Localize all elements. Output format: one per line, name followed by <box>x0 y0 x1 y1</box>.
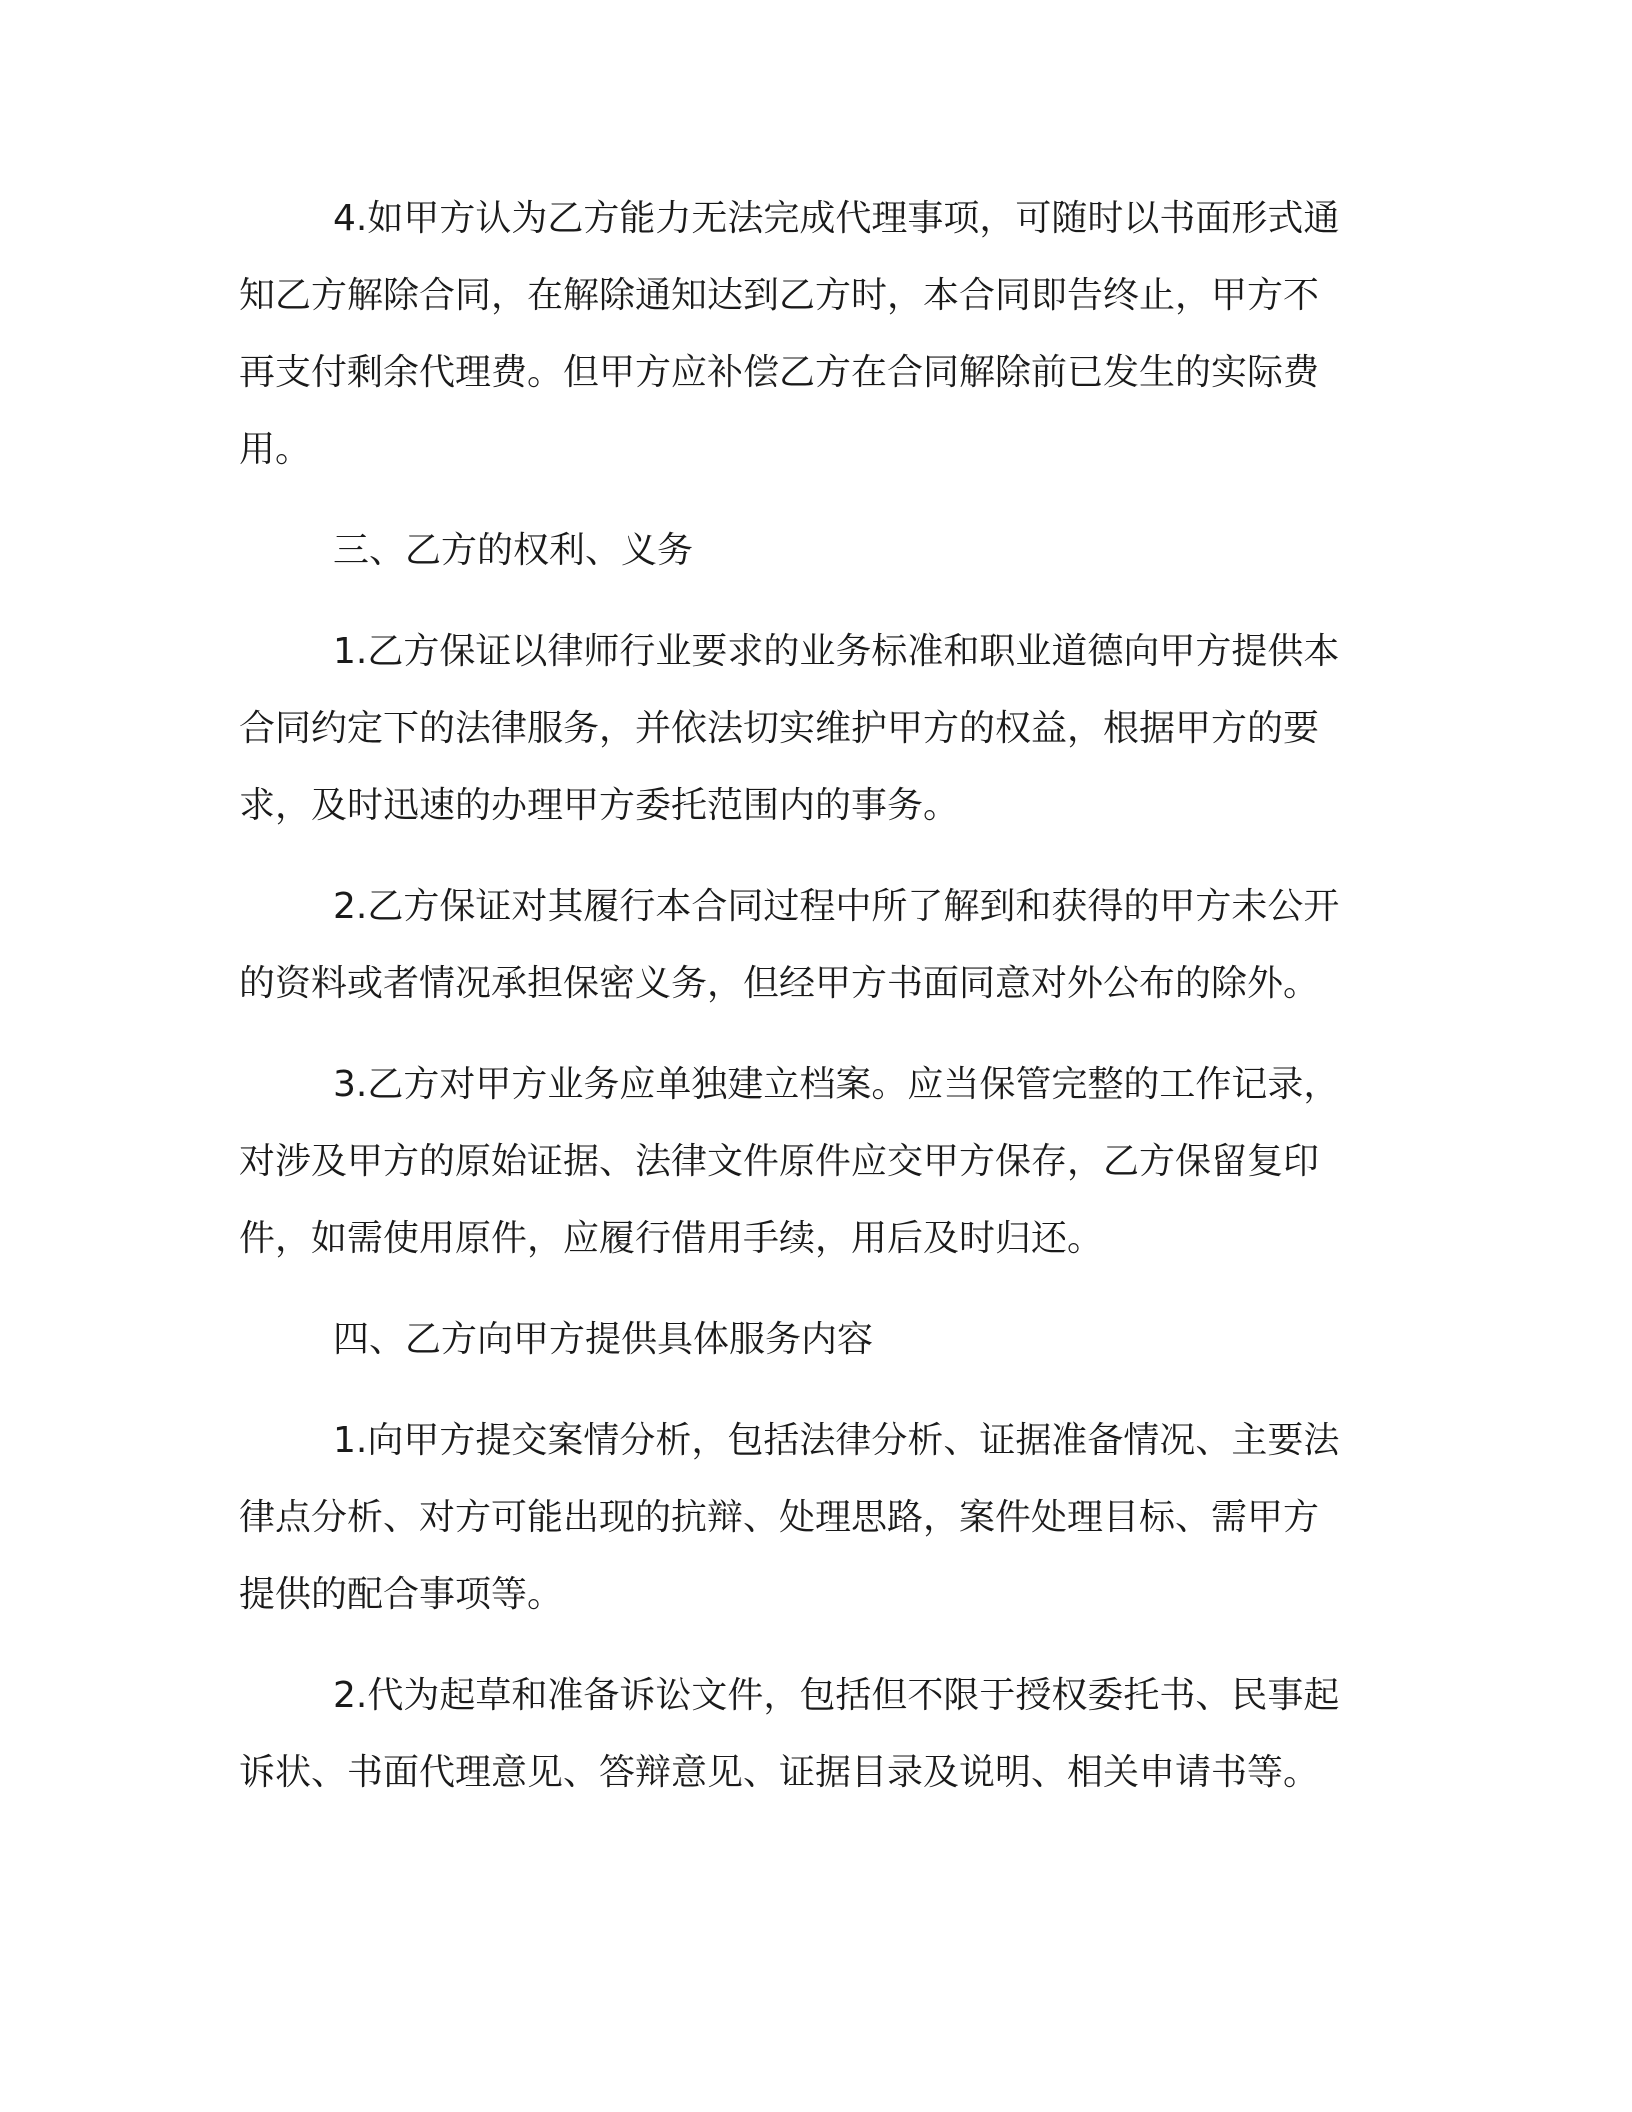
clause-4-item-2 <box>239 1657 1381 1811</box>
text-line: 知乙方解除合同，在解除通知达到乙方时，本合同即告终止，甲方不 <box>239 275 1320 316</box>
text-line: 律点分析、对方可能出现的抗辩、处理思路，案件处理目标、需甲方 <box>239 1497 1320 1538</box>
text-line: 2.代为起草和准备诉讼文件，包括但不限于授权委托书、民事起 <box>333 1675 1340 1716</box>
text-line: 提供的配合事项等。 <box>239 1574 564 1615</box>
text-line: 1.乙方保证以律师行业要求的业务标准和职业道德向甲方提供本 <box>333 631 1340 672</box>
text-line: 1.向甲方提交案情分析，包括法律分析、证据准备情况、主要法 <box>333 1420 1340 1461</box>
clause-3-item-3 <box>239 1046 1381 1277</box>
text-line: 2.乙方保证对其履行本合同过程中所了解到和获得的甲方未公开 <box>333 886 1340 927</box>
text-line: 诉状、书面代理意见、答辩意见、证据目录及说明、相关申请书等。 <box>239 1752 1320 1793</box>
text-line: 用。 <box>239 429 312 470</box>
text-line: 合同约定下的法律服务，并依法切实维护甲方的权益，根据甲方的要 <box>239 708 1320 749</box>
section-heading-4: 四、乙方向甲方提供具体服务内容 <box>333 1319 874 1360</box>
document-body <box>239 180 1381 1835</box>
text-line: 的资料或者情况承担保密义务，但经甲方书面同意对外公布的除外。 <box>239 963 1320 1004</box>
clause-3-item-2 <box>239 868 1381 1022</box>
clause-4-item-1 <box>239 1402 1381 1633</box>
clause-3-item-1 <box>239 613 1381 844</box>
text-line: 再支付剩余代理费。但甲方应补偿乙方在合同解除前已发生的实际费 <box>239 352 1320 393</box>
text-line: 求，及时迅速的办理甲方委托范围内的事务。 <box>239 785 960 826</box>
text-line: 对涉及甲方的原始证据、法律文件原件应交甲方保存，乙方保留复印 <box>239 1141 1320 1182</box>
text-line: 4.如甲方认为乙方能力无法完成代理事项，可随时以书面形式通 <box>333 198 1340 239</box>
clause-2-item-4 <box>239 180 1381 488</box>
text-line: 件，如需使用原件，应履行借用手续，用后及时归还。 <box>239 1218 1104 1259</box>
section-heading-3: 三、乙方的权利、义务 <box>333 530 694 571</box>
text-line: 3.乙方对甲方业务应单独建立档案。应当保管完整的工作记录， <box>333 1064 1340 1105</box>
